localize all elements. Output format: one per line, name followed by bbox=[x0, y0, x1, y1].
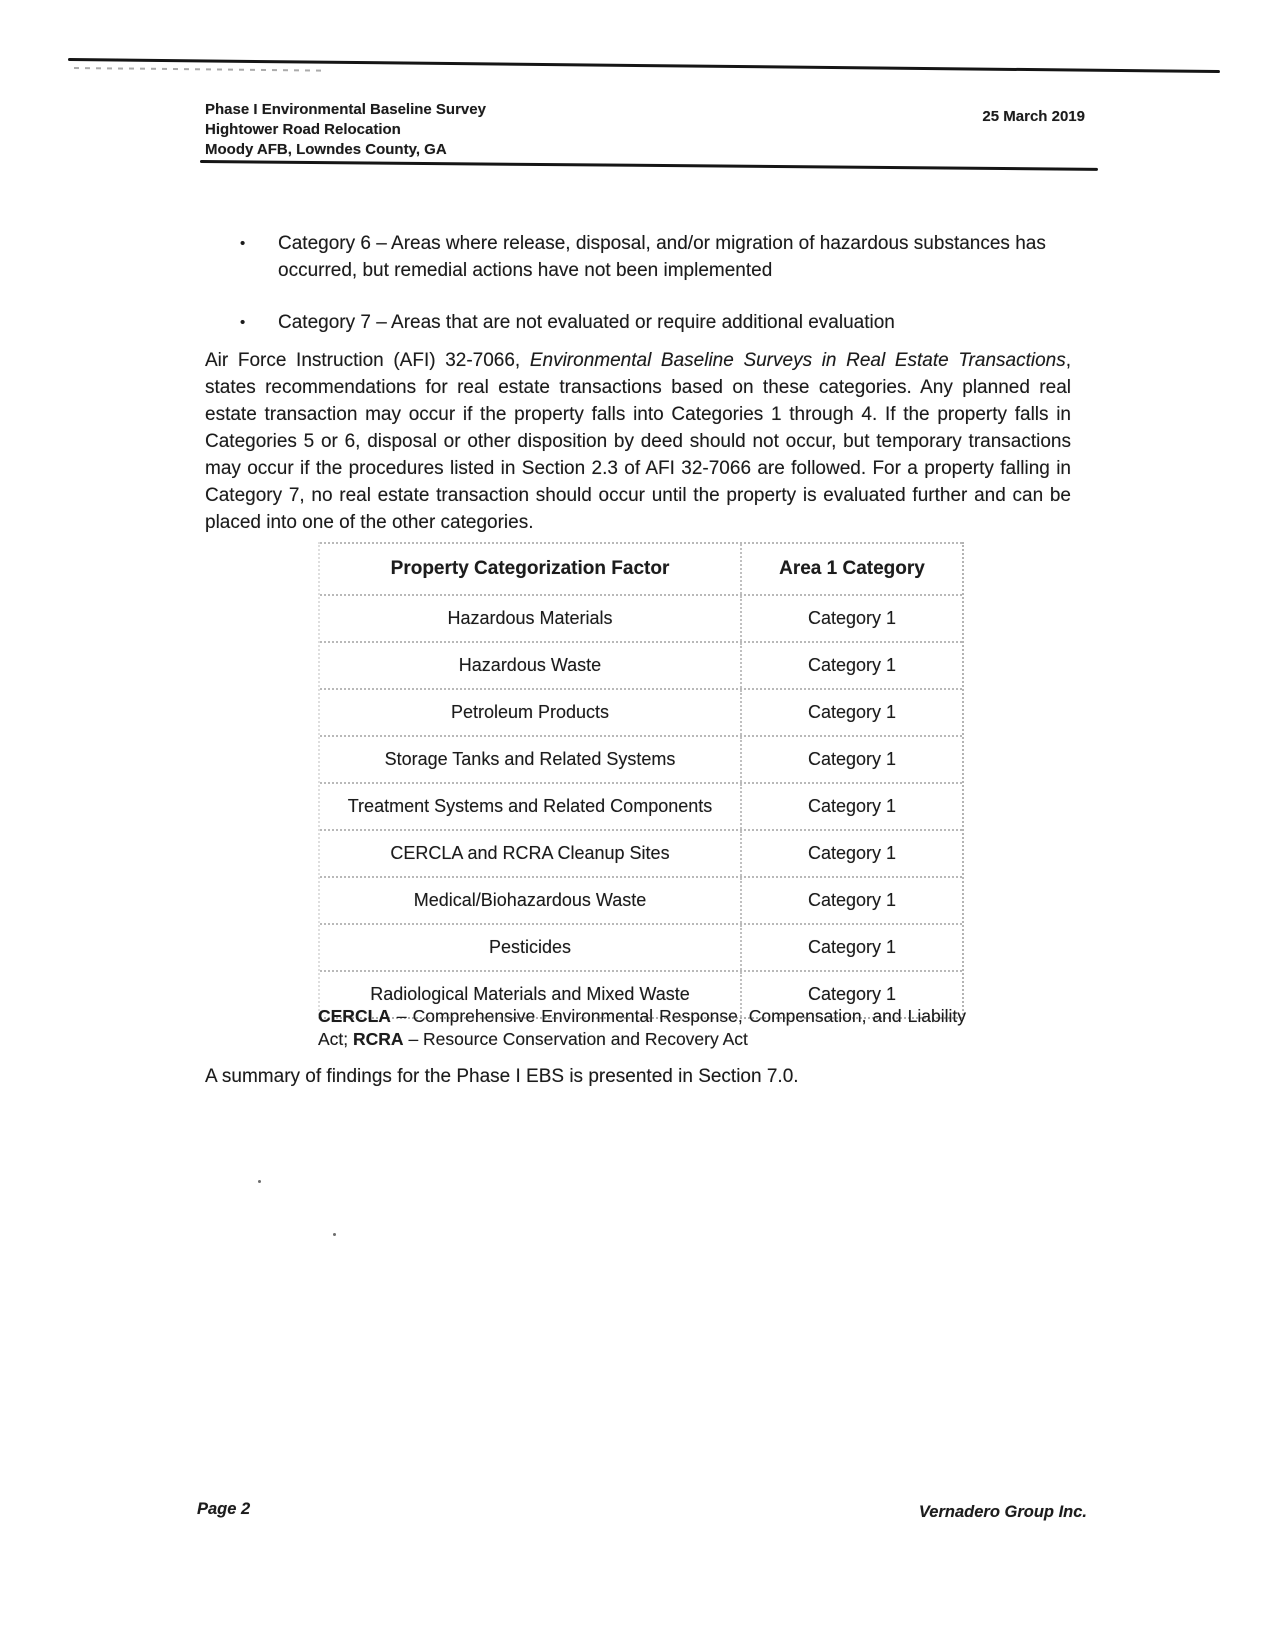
property-categorization-table bbox=[318, 542, 964, 1019]
paragraph-italic-title: Environmental Baseline Surveys in Real Estate Transactions bbox=[529, 350, 1066, 371]
table-row bbox=[320, 688, 962, 735]
footnote-definition: – Comprehensive Environmental Response, Compensation, and Liability Act; bbox=[318, 1006, 966, 1049]
category-cell: Category 1 bbox=[740, 737, 962, 782]
body-paragraph bbox=[205, 347, 1071, 536]
table-footnote bbox=[318, 1005, 966, 1051]
category-cell: Category 1 bbox=[740, 690, 962, 735]
table-row bbox=[320, 594, 962, 641]
footer-page-number: Page 2 bbox=[197, 1500, 251, 1518]
bullet-item-category-6 bbox=[240, 230, 1070, 284]
category-cell: Category 1 bbox=[740, 596, 962, 641]
factor-cell: Medical/Biohazardous Waste bbox=[413, 890, 647, 910]
factor-cell: Hazardous Waste bbox=[458, 655, 602, 675]
document-header bbox=[205, 100, 486, 160]
category-cell: Category 1 bbox=[740, 831, 962, 876]
table-row bbox=[320, 641, 962, 688]
footnote-definition: – Resource Conservation and Recovery Act bbox=[403, 1029, 748, 1049]
bullet-text: Category 7 – Areas that are not evaluated or require additional evaluation bbox=[278, 312, 895, 333]
factor-cell: Petroleum Products bbox=[450, 702, 610, 722]
bullet-item-category-7 bbox=[240, 309, 1070, 336]
top-rule-shadow bbox=[74, 67, 324, 72]
column-header-factor: Property Categorization Factor bbox=[390, 558, 670, 579]
header-date: 25 March 2019 bbox=[982, 108, 1085, 125]
bullet-marker-icon: • bbox=[240, 235, 246, 252]
table-row bbox=[320, 735, 962, 782]
category-cell: Category 1 bbox=[740, 878, 962, 923]
category-cell: Category 1 bbox=[740, 972, 962, 1017]
factor-cell: CERCLA and RCRA Cleanup Sites bbox=[390, 843, 670, 863]
footer-company-name: Vernadero Group Inc. bbox=[918, 1503, 1087, 1521]
category-cell: Category 1 bbox=[740, 643, 962, 688]
bullet-text: Category 6 – Areas where release, disposal, and/or migration of hazardous substances has occurred, but remedial actions have not been implemented bbox=[278, 233, 1046, 281]
category-cell: Category 1 bbox=[740, 925, 962, 970]
header-rule bbox=[200, 160, 1098, 171]
factor-cell: Storage Tanks and Related Systems bbox=[384, 749, 676, 769]
table-row bbox=[320, 782, 962, 829]
paragraph-text: , states recommendations for real estate transactions based on these categories. Any planned real estate transaction may occur if the property falls into Categories 1 through 4. If the property falls in Categories 5 or 6, disposal or other disposition by deed should not occur, but temporary transactions may occur if the procedures listed in Section 2.3 of AFI 32-7066 are followed. For a property falling in Category 7, no real estate transaction should occur until the property is evaluated further and can be placed into one of the other categories. bbox=[205, 350, 1071, 533]
header-location-line: Moody AFB, Lowndes County, GA bbox=[205, 141, 447, 158]
top-rule bbox=[68, 58, 1220, 73]
factor-cell: Hazardous Materials bbox=[447, 608, 613, 628]
paragraph-text: Air Force Instruction (AFI) 32-7066, bbox=[205, 350, 530, 371]
factor-cell: Treatment Systems and Related Components bbox=[347, 796, 713, 816]
footnote-term-rcra: RCRA bbox=[353, 1029, 404, 1049]
factor-cell: Radiological Materials and Mixed Waste bbox=[370, 984, 690, 1004]
summary-sentence: A summary of findings for the Phase I EBS is presented in Section 7.0. bbox=[205, 1066, 799, 1087]
column-header-category: Area 1 Category bbox=[740, 544, 962, 594]
table-row bbox=[320, 829, 962, 876]
header-project-line: Hightower Road Relocation bbox=[205, 121, 401, 138]
factor-cell: Pesticides bbox=[488, 937, 572, 957]
scan-speck bbox=[258, 1180, 261, 1183]
table-row bbox=[320, 876, 962, 923]
scan-speck bbox=[333, 1233, 336, 1236]
table-header-row bbox=[320, 542, 962, 594]
bullet-marker-icon: • bbox=[240, 314, 246, 331]
category-bullet-list bbox=[240, 230, 1070, 336]
footnote-term-cercla: CERCLA bbox=[318, 1006, 391, 1026]
header-title-line: Phase I Environmental Baseline Survey bbox=[205, 101, 486, 118]
category-cell: Category 1 bbox=[740, 784, 962, 829]
table-row bbox=[320, 923, 962, 970]
